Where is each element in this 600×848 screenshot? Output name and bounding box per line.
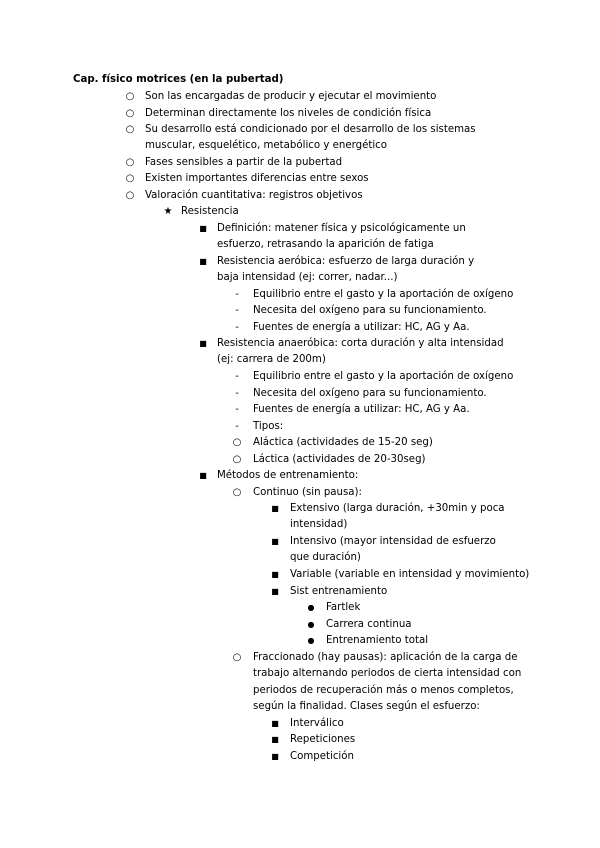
square-bullet-icon (268, 567, 282, 583)
document-title: Cap. físico motrices (en la pubertad) (73, 74, 284, 85)
list-item: Extensivo (larga duración, +30min y poca intensidad) (290, 503, 505, 531)
square-bullet-icon (196, 336, 210, 352)
square-bullet-icon (268, 534, 282, 550)
list-item: Fraccionado (hay pausas): aplicación de la carga de trabajo alternando periodos de cierta intensidad con periodos de recuperación más o menos completos, según la finalidad. Clases según el esfuerzo: (253, 652, 522, 713)
circle-bullet-icon (230, 452, 244, 468)
list-item: Su desarrollo está condicionado por el desarrollo de los sistemas muscular, esquelético, metabólico y energético (145, 124, 476, 152)
list-item: Necesita del oxígeno para su funcionamiento. (253, 388, 487, 399)
list-item: Fartlek (326, 602, 361, 613)
dash-bullet-icon (230, 320, 244, 336)
list-item: Equilibrio entre el gasto y la aportación de oxígeno (253, 371, 514, 382)
square-bullet-icon (196, 254, 210, 270)
circle-bullet-icon (123, 171, 137, 187)
dash-bullet-icon (230, 386, 244, 402)
square-bullet-icon (196, 221, 210, 237)
square-bullet-icon (268, 501, 282, 517)
list-item: Variable (variable en intensidad y movimiento) (290, 569, 530, 580)
list-item: Láctica (actividades de 20-30seg) (253, 454, 426, 465)
circle-bullet-icon (123, 188, 137, 204)
dash-bullet-icon (230, 287, 244, 303)
square-bullet-icon (196, 468, 210, 484)
list-item: Determinan directamente los niveles de condición física (145, 108, 432, 119)
dash-bullet-icon (230, 369, 244, 385)
dot-bullet-icon (304, 617, 318, 633)
list-item: Entrenamiento total (326, 635, 429, 646)
list-item: Repeticiones (290, 734, 356, 745)
list-item: Equilibrio entre el gasto y la aportación de oxígeno (253, 289, 514, 300)
list-item: Resistencia aeróbica: esfuerzo de larga duración y baja intensidad (ej: correr, nadar...) (217, 256, 475, 284)
list-item: Intensivo (mayor intensidad de esfuerzo que duración) (290, 536, 496, 564)
square-bullet-icon (268, 732, 282, 748)
dot-bullet-icon (304, 600, 318, 616)
list-item: Fuentes de energía a utilizar: HC, AG y Aa. (253, 322, 470, 333)
circle-bullet-icon (230, 435, 244, 451)
list-item: Tipos: (253, 421, 284, 432)
square-bullet-icon (268, 584, 282, 600)
square-bullet-icon (268, 716, 282, 732)
circle-bullet-icon (230, 650, 244, 666)
circle-bullet-icon (123, 122, 137, 138)
dash-bullet-icon (230, 303, 244, 319)
list-item: Necesita del oxígeno para su funcionamiento. (253, 305, 487, 316)
list-item: Resistencia anaeróbica: corta duración y alta intensidad (ej: carrera de 200m) (217, 338, 504, 366)
list-item: Aláctica (actividades de 15-20 seg) (253, 437, 433, 448)
circle-bullet-icon (230, 485, 244, 501)
circle-bullet-icon (123, 89, 137, 105)
dot-bullet-icon (304, 633, 318, 649)
dash-bullet-icon (230, 419, 244, 435)
list-item: Interválico (290, 718, 344, 729)
list-item: Fases sensibles a partir de la pubertad (145, 157, 343, 168)
list-item: Carrera continua (326, 619, 412, 630)
list-item: Fuentes de energía a utilizar: HC, AG y Aa. (253, 404, 470, 415)
dash-bullet-icon (230, 402, 244, 418)
list-item: Sist entrenamiento (290, 586, 388, 597)
list-item: Métodos de entrenamiento: (217, 470, 359, 481)
square-bullet-icon (268, 749, 282, 765)
list-item: Resistencia (181, 206, 239, 217)
list-item: Definición: matener física y psicológicamente un esfuerzo, retrasando la aparición de fatiga (217, 223, 466, 251)
list-item: Existen importantes diferencias entre sexos (145, 173, 369, 184)
list-item: Son las encargadas de producir y ejecutar el movimiento (145, 91, 437, 102)
star-bullet-icon (161, 204, 175, 220)
list-item: Competición (290, 751, 354, 762)
circle-bullet-icon (123, 155, 137, 171)
circle-bullet-icon (123, 106, 137, 122)
list-item: Valoración cuantitativa: registros objetivos (145, 190, 363, 201)
list-item: Continuo (sin pausa): (253, 487, 362, 498)
